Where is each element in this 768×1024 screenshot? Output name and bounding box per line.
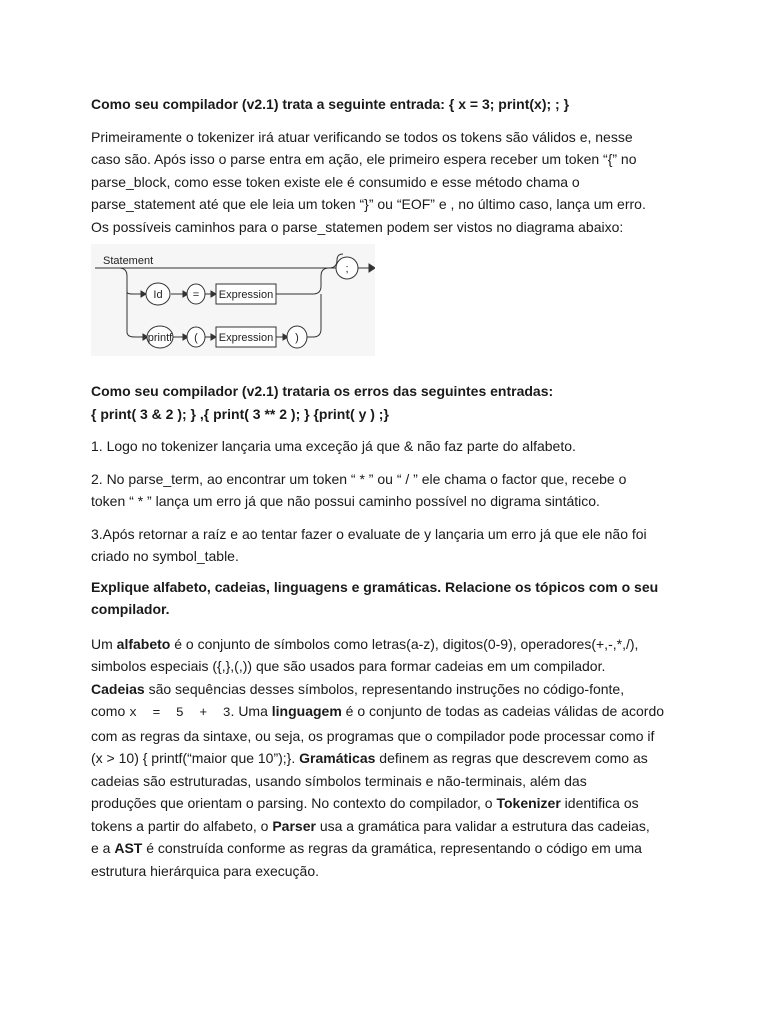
term-cadeias: Cadeias bbox=[91, 680, 145, 697]
text-span: e a bbox=[91, 840, 115, 856]
section1-heading: Como seu compilador (v2.1) trata a seguinte entrada: { x = 3; print(x); ; } bbox=[91, 96, 570, 112]
paragraph-line bbox=[91, 633, 691, 656]
paragraph-line: estrutura hierárquica para execução. bbox=[91, 862, 320, 879]
paragraph-line: parse_statement até que ele leia um token “}” ou “EOF” e , no último caso, lança um erro. bbox=[91, 196, 646, 212]
answer-line: token “ * ” lança um erro já que não possui caminho possível no digrama sintático. bbox=[91, 493, 600, 509]
paragraph-line: Primeiramente o tokenizer irá atuar verificando se todos os tokens são válidos e, nesse bbox=[91, 128, 633, 145]
paragraph-line: cadeias são estruturadas, usando símbolos terminais e não-terminais, além das bbox=[91, 772, 587, 789]
paragraph-line: caso são. Após isso o parse entra em ação, ele primeiro espera receber um token “{” no bbox=[91, 151, 637, 167]
section3-heading-line: compilador. bbox=[91, 601, 170, 617]
code-example: x = 5 + 3 bbox=[129, 705, 231, 720]
paragraph-line: parse_block, como esse token existe ele é consumido e esse método chama o bbox=[91, 173, 580, 190]
section1-paragraph bbox=[91, 126, 691, 239]
text-span: produções que orientam o parsing. No contexto do compilador, o bbox=[91, 795, 497, 811]
document-body bbox=[91, 93, 691, 882]
term-linguagem: linguagem bbox=[271, 703, 342, 719]
expression-label-1: Expression bbox=[218, 289, 274, 301]
paragraph-line: Os possíveis caminhos para o parse_statemen podem ser vistos no diagrama abaixo: bbox=[91, 218, 624, 235]
diagram-title: Statement bbox=[103, 255, 154, 267]
answer-line: 3.Após retornar a raíz e ao tentar fazer o evaluate de y lançaria um erro já que ele não foi bbox=[91, 525, 647, 542]
paragraph-line bbox=[91, 792, 691, 815]
text-span: . Uma bbox=[230, 703, 272, 719]
paragraph-line bbox=[91, 700, 691, 725]
text-span: (x > 10) { printf(“maior que 10”);}. bbox=[91, 750, 300, 766]
text-span: é o conjunto de símbolos como letras(a-z), digitos(0-9), operadores(+,-,*,/), bbox=[170, 635, 639, 652]
term-tokenizer: Tokenizer bbox=[496, 795, 561, 811]
text-span: Um bbox=[91, 635, 117, 652]
section3-paragraph bbox=[91, 633, 691, 883]
answer-line: 2. No parse_term, ao encontrar um token “ * ” ou “ / ” ele chama o factor que, recebe o bbox=[91, 470, 627, 487]
paragraph-line: simbolos especiais ({,},(,)) que são usados para formar cadeias em um compilador. bbox=[91, 658, 606, 674]
paragraph-line: com as regras da sintaxe, ou seja, os programas que o compilador pode processar como if bbox=[91, 727, 655, 744]
text-span: tokens a partir do alfabeto, o bbox=[91, 817, 273, 834]
text-span: usa a gramática para validar a estrutura das cadeias, bbox=[315, 817, 650, 834]
section2-heading-code: { print( 3 & 2 ); } ,{ print( 3 ** 2 ); } {print( y ) ;} bbox=[91, 405, 389, 422]
paragraph-line bbox=[91, 747, 691, 770]
text-span: é o conjunto de todas as cadeias válidas de acordo bbox=[341, 703, 665, 719]
section2-heading-line: Como seu compilador (v2.1) trataria os erros das seguintes entradas: bbox=[91, 383, 554, 399]
lparen-label: ( bbox=[194, 332, 198, 344]
term-ast: AST bbox=[114, 840, 143, 856]
rparen-label: ) bbox=[295, 332, 299, 344]
syntax-diagram-svg bbox=[91, 244, 375, 356]
paragraph-line bbox=[91, 815, 691, 838]
syntax-diagram bbox=[91, 244, 375, 356]
answer-item-1: 1. Logo no tokenizer lançaria uma exceção já que & não faz parte do alfabeto. bbox=[91, 438, 576, 454]
text-span: identifica os bbox=[560, 795, 639, 811]
answer-item-3 bbox=[91, 523, 691, 568]
semicolon-label: ; bbox=[345, 263, 349, 275]
answer-item-2 bbox=[91, 468, 691, 513]
term-gramaticas: Gramáticas bbox=[299, 750, 376, 766]
term-parser: Parser bbox=[272, 817, 316, 834]
section3-heading-line: Explique alfabeto, cadeias, linguagens e gramáticas. Relacione os tópicos com o seu bbox=[91, 578, 659, 595]
equals-label: = bbox=[192, 289, 200, 301]
paragraph-line bbox=[91, 678, 691, 701]
paragraph-line bbox=[91, 837, 691, 860]
text-span: é construída conforme as regras da gramática, representando o código em uma bbox=[142, 840, 642, 856]
expression-label-2: Expression bbox=[218, 332, 274, 344]
text-span: são sequências desses símbolos, representando instruções no código-fonte, bbox=[144, 680, 625, 697]
printf-label: printf bbox=[147, 332, 173, 344]
answer-line: criado no symbol_table. bbox=[91, 548, 239, 564]
id-label: Id bbox=[153, 289, 163, 301]
section3-heading bbox=[91, 576, 691, 621]
section2-heading bbox=[91, 380, 691, 425]
text-span: definem as regras que descrevem como as bbox=[375, 750, 648, 766]
term-alfabeto: alfabeto bbox=[116, 635, 171, 652]
text-span: como bbox=[91, 703, 130, 719]
